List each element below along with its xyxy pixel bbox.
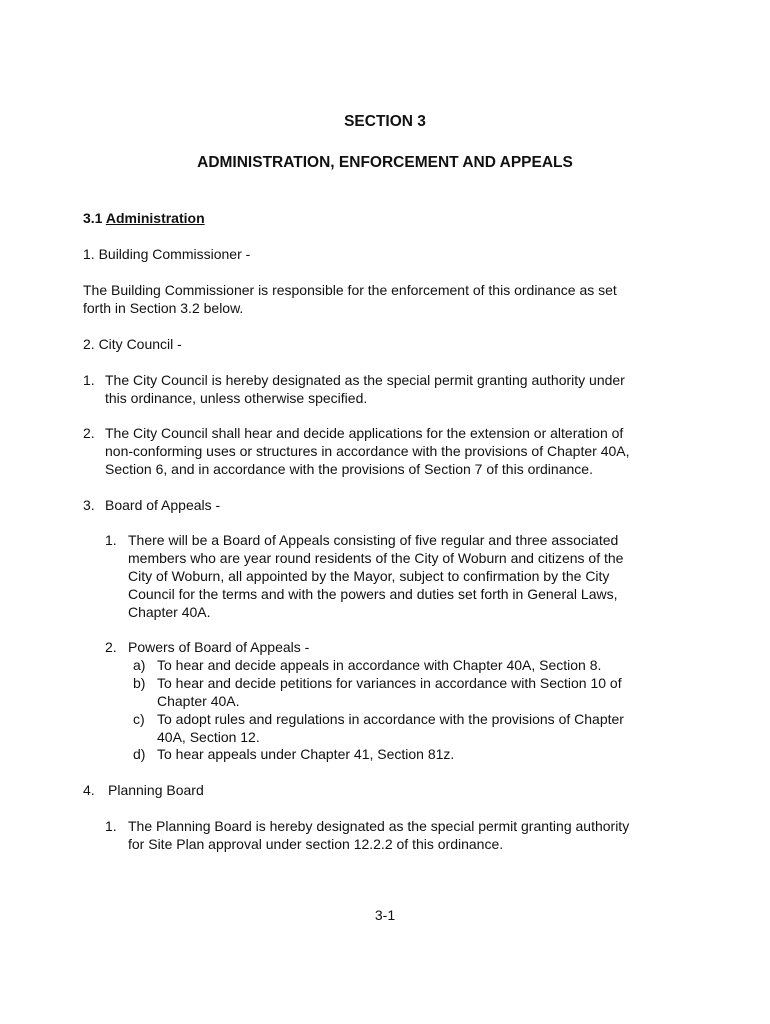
power-c-line-1: To adopt rules and regulations in accordance with the provisions of Chapter — [157, 711, 624, 727]
appeals-item-1-line-1: There will be a Board of Appeals consisting of five regular and three associated — [128, 532, 619, 548]
appeals-item-2-heading: Powers of Board of Appeals - — [128, 639, 310, 655]
planning-item-1-line-1: The Planning Board is hereby designated as the special permit granting authority — [128, 818, 630, 834]
council-item-1-line-2: this ordinance, unless otherwise specified. — [105, 390, 368, 406]
appeals-heading: Board of Appeals - — [105, 497, 221, 513]
section-title: SECTION 3 — [344, 113, 426, 130]
council-item-1-number: 1. — [83, 372, 95, 388]
appeals-item-1-line-3: City of Woburn, all appointed by the Mayor, subject to confirmation by the City — [128, 568, 610, 584]
subsection-number: 3.1 — [83, 210, 103, 226]
building-commissioner-text-line-1: The Building Commissioner is responsible for the enforcement of this ordinance as set — [83, 282, 617, 298]
power-b-label: b) — [133, 675, 146, 691]
council-item-2-line-2: non-conforming uses or structures in accordance with the provisions of Chapter 40A, — [105, 443, 630, 459]
council-item-2-line-1: The City Council shall hear and decide applications for the extension or alteration of — [105, 425, 624, 441]
appeals-item-2-number: 2. — [105, 639, 117, 655]
council-item-2-line-3: Section 6, and in accordance with the provisions of Section 7 of this ordinance. — [105, 461, 593, 477]
planning-item-1-line-2: for Site Plan approval under section 12.2.2 of this ordinance. — [128, 836, 504, 852]
power-a-label: a) — [133, 657, 146, 673]
section-subtitle: ADMINISTRATION, ENFORCEMENT AND APPEALS — [197, 154, 573, 171]
power-c-label: c) — [133, 711, 145, 727]
power-a-line-1: To hear and decide appeals in accordance with Chapter 40A, Section 8. — [157, 657, 602, 673]
building-commissioner-heading: 1. Building Commissioner - — [83, 246, 251, 262]
power-b-line-1: To hear and decide petitions for variances in accordance with Section 10 of — [157, 675, 622, 691]
power-d-label: d) — [133, 746, 146, 762]
page-number: 3-1 — [374, 907, 396, 923]
planning-heading: Planning Board — [108, 782, 204, 798]
planning-item-1-number: 1. — [105, 818, 117, 834]
appeals-item-1-line-5: Chapter 40A. — [128, 604, 211, 620]
appeals-item-1-line-4: Council for the terms and with the powers and duties set forth in General Laws, — [128, 586, 618, 602]
appeals-number: 3. — [83, 497, 95, 513]
appeals-item-1-number: 1. — [105, 532, 117, 548]
city-council-heading: 2. City Council - — [83, 336, 182, 352]
council-item-1-line-1: The City Council is hereby designated as the special permit granting authority under — [105, 372, 625, 388]
appeals-item-1-line-2: members who are year round residents of the City of Woburn and citizens of the — [128, 550, 624, 566]
subsection-heading — [83, 209, 205, 227]
power-b-line-2: Chapter 40A. — [157, 693, 240, 709]
subsection-title: Administration — [105, 210, 205, 226]
building-commissioner-text-line-2: forth in Section 3.2 below. — [83, 300, 244, 316]
power-d-line-1: To hear appeals under Chapter 41, Section 81z. — [157, 746, 455, 762]
power-c-line-2: 40A, Section 12. — [157, 729, 260, 745]
planning-number: 4. — [83, 782, 95, 798]
council-item-2-number: 2. — [83, 425, 95, 441]
